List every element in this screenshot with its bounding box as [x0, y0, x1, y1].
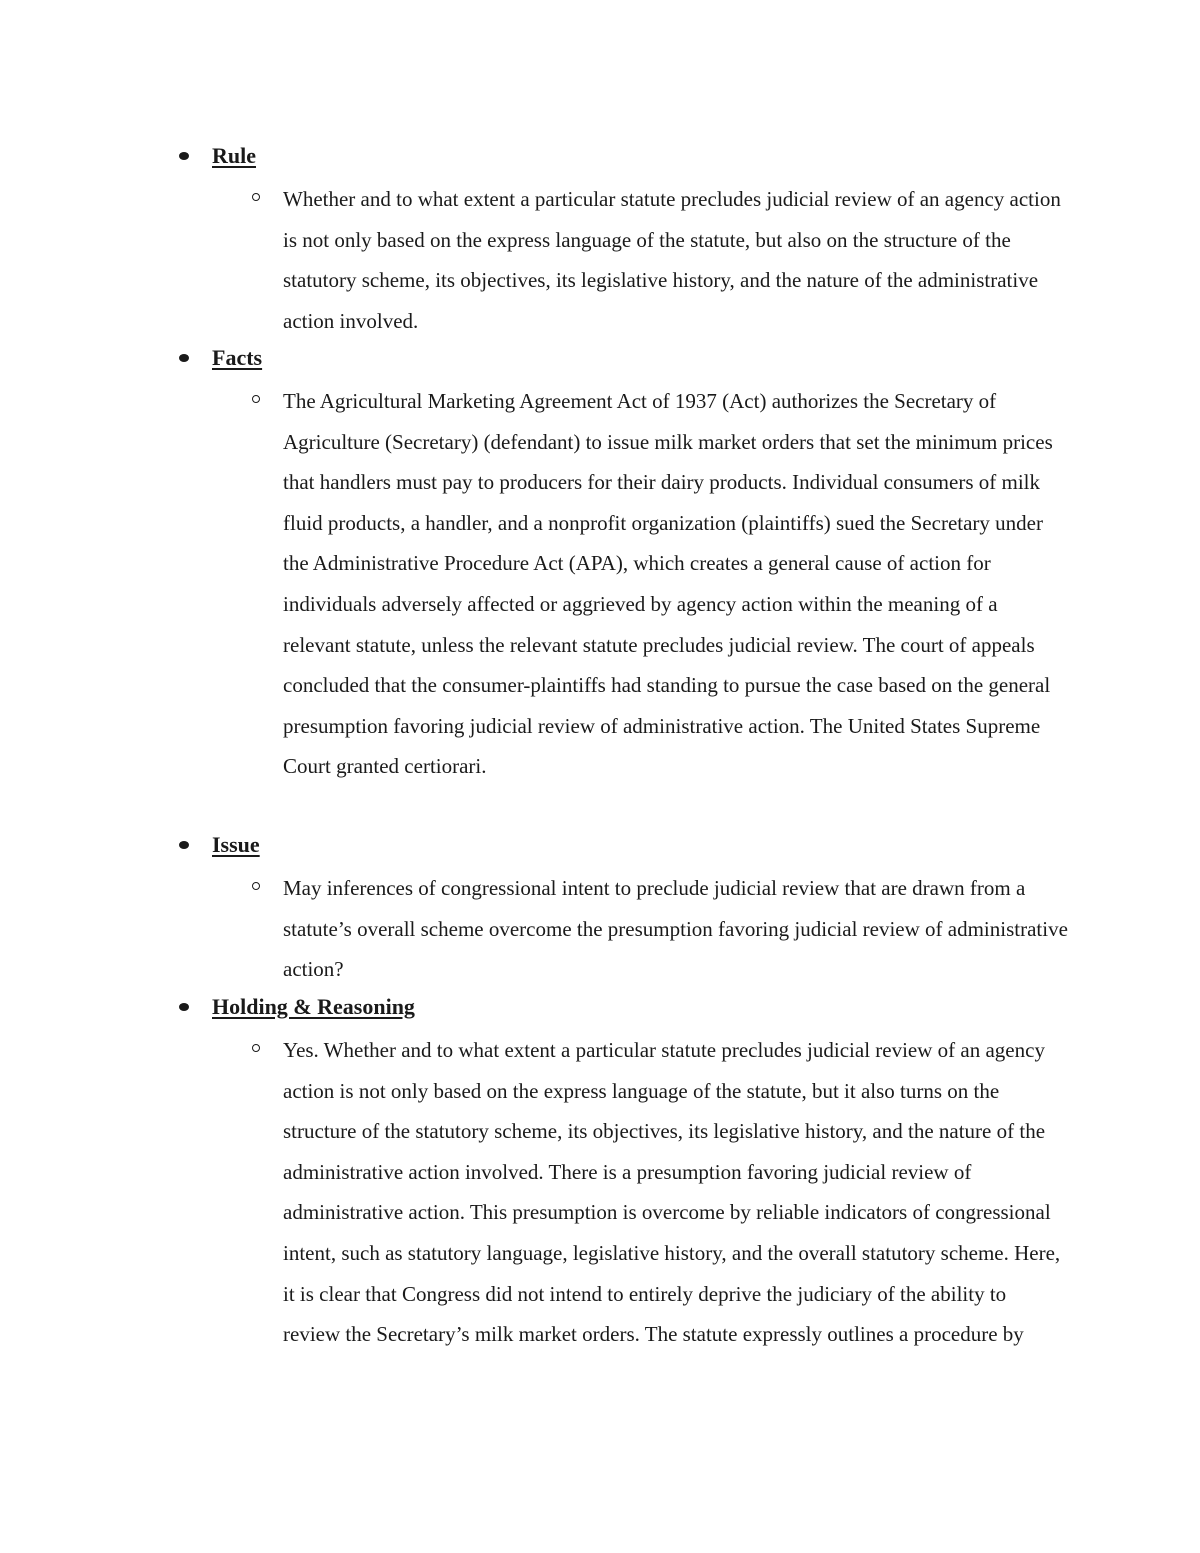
section-rule	[0, 139, 1200, 341]
section-text-facts: The Agricultural Marketing Agreement Act of 1937 (Act) authorizes the Secretary of Agriculture (Secretary) (defendant) to issue milk market orders that set the minimum prices that handlers must pay to producers for their dairy products. Individual consumers of milk fluid products, a handler, and a nonprofit organization (plaintiffs) sued the Secretary under the Administrative Procedure Act (APA), which creates a general cause of action for individuals adversely affected or aggrieved by agency action within the meaning of a relevant statute, unless the relevant statute precludes judicial review. The court of appeals concluded that the consumer-plaintiffs had standing to pursue the case based on the general presumption favoring judicial review of administrative action. The United States Supreme Court granted certiorari.	[283, 389, 1053, 779]
bullet-icon	[179, 1003, 189, 1011]
section-heading-issue: Issue	[212, 832, 260, 857]
section-heading-facts: Facts	[212, 345, 263, 370]
section-issue	[0, 828, 1200, 990]
bullet-icon	[179, 841, 189, 849]
section-facts	[0, 341, 1200, 787]
circle-bullet-icon	[252, 1044, 260, 1052]
section-text-holding-reasoning: Yes. Whether and to what extent a particular statute precludes judicial review of an agency action is not only based on the express language of the statute, but it also turns on the structure of the statutory scheme, its objectives, its legislative history, and the nature of the administrative action involved. There is a presumption favoring judicial review of administrative action. This presumption is overcome by reliable indicators of congressional intent, such as statutory language, legislative history, and the overall statutory scheme. Here, it is clear that Congress did not intend to entirely deprive the judiciary of the ability to review the Secretary’s milk market orders. The statute expressly outlines a procedure by	[283, 1038, 1061, 1347]
circle-bullet-icon	[252, 395, 260, 403]
section-heading-holding-reasoning: Holding & Reasoning	[212, 994, 415, 1019]
circle-bullet-icon	[252, 193, 260, 201]
section-text-rule: Whether and to what extent a particular statute precludes judicial review of an agency action is not only based on the express language of the statute, but also on the structure of the statutory scheme, its objectives, its legislative history, and the nature of the administrative action involved.	[283, 187, 1061, 333]
section-holding-reasoning	[0, 990, 1200, 1355]
bullet-icon	[179, 152, 189, 160]
bullet-icon	[179, 354, 189, 362]
section-text-issue: May inferences of congressional intent to preclude judicial review that are drawn from a statute’s overall scheme overcome the presumption favoring judicial review of administrative action?	[283, 876, 1068, 982]
section-heading-rule: Rule	[212, 143, 256, 168]
circle-bullet-icon	[252, 882, 260, 890]
